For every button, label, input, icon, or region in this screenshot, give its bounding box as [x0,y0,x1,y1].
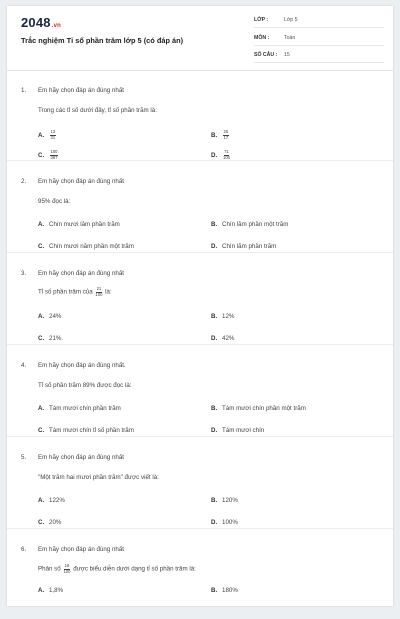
question-stem: Tỉ số phần trăm 89% được đọc là: [38,382,132,389]
option-letter: B. [211,313,218,320]
fraction-denominator: 100 [223,154,230,160]
option-letter: C. [38,519,45,526]
meta-subject-label: MÔN : [254,35,270,41]
fraction-denominator: 387 [50,154,58,160]
option-letter: A. [38,587,45,594]
option-a[interactable] [38,313,61,320]
meta-subject [254,35,384,41]
option-text: Tám mươi chín phần một trăm [222,405,306,412]
option-letter: A. [38,405,45,412]
fraction-denominator: 31 [50,134,56,140]
option-text: 122% [49,497,65,504]
question-2 [7,161,393,253]
option-letter: B. [211,497,218,504]
option-text: Tám mươi chín tỉ số phần trăm [49,427,134,434]
fraction-denominator: 100 [63,568,71,574]
option-d[interactable] [211,519,238,526]
option-b[interactable] [211,313,234,320]
question-stem: Trong các tỉ số dưới đây, tỉ số phần trăm là: [38,107,157,114]
option-d[interactable] [211,243,276,250]
option-c[interactable] [38,519,61,526]
option-b[interactable] [211,405,306,412]
option-letter: A. [38,221,45,228]
option-a[interactable] [38,405,121,412]
fraction [50,130,56,140]
question-instruction: Em hãy chọn đáp án đúng nhất. [38,362,126,369]
fraction [223,130,229,140]
option-text: Chín lăm phần một trăm [222,221,289,228]
option-c[interactable] [38,335,63,342]
stem-text: được biểu diễn dưới dạng tỉ số phần trăm là: [73,565,196,573]
option-a[interactable] [38,221,120,228]
question-instruction: Em hãy chọn đáp án đúng nhất [38,270,125,277]
option-a[interactable] [38,587,63,594]
worksheet-header [7,6,393,71]
question-stem [38,287,112,297]
option-text: Tám mươi chín [222,427,265,434]
option-c[interactable] [38,150,59,160]
option-text: 12% [222,313,235,320]
option-letter: B. [211,131,218,139]
option-text: Tám mươi chín phần trăm [49,405,121,412]
option-text: Chín mươi năm phần một trăm [49,243,134,250]
option-letter: A. [38,313,45,320]
option-letter: B. [211,587,218,594]
divider [254,45,384,46]
fraction-numerator: 18 [64,563,70,568]
meta-grade-label: LỚP : [254,17,269,23]
fraction-numerator: 13 [50,129,56,134]
stem-text: Tỉ số phần trăm của [38,288,93,296]
question-stem: "Một trăm hai mươi phần trăm" được viết là: [38,474,159,481]
option-letter: C. [38,151,45,159]
fraction [50,150,58,160]
option-d[interactable] [211,427,264,434]
option-text: 21%. [49,335,64,342]
meta-subject-value: Toán [284,35,296,41]
option-letter: D. [211,243,218,250]
fraction-numerator: 100 [50,149,58,154]
question-1 [7,70,393,161]
option-d[interactable] [211,150,231,160]
question-number: 2. [21,178,27,185]
question-4 [7,345,393,437]
logo-suffix: .vn [51,23,62,29]
meta-grade-value: Lớp 5 [284,17,298,23]
option-text: Chín lăm phần trăm [222,243,277,250]
meta-grade [254,17,384,23]
question-list [7,70,393,619]
question-instruction: Em hãy chọn đáp án đúng nhất [38,454,125,461]
fraction-numerator: 25 [223,129,229,134]
option-letter: A. [38,497,45,504]
option-letter: D. [211,335,218,342]
option-letter: C. [38,243,45,250]
stem-text: là: [105,288,112,296]
option-letter: B. [211,221,218,228]
question-3 [7,253,393,345]
option-letter: D. [211,519,218,526]
stem-text: Phân số [38,565,61,573]
question-number: 4. [21,362,27,369]
option-letter: B. [211,405,218,412]
question-stem [38,564,196,574]
option-c[interactable] [38,427,134,434]
fraction-numerator: 71 [224,149,229,154]
divider [254,62,384,63]
option-letter: D. [211,151,218,159]
divider [254,27,384,28]
option-letter: A. [38,131,45,139]
question-instruction: Em hãy chọn đáp án đúng nhất [38,178,125,185]
option-d[interactable] [211,335,234,342]
option-a[interactable] [38,497,65,504]
option-text: 100% [222,519,238,526]
option-b[interactable] [211,130,230,140]
fraction-denominator: 100 [95,291,103,297]
option-b[interactable] [211,587,238,594]
option-a[interactable] [38,130,57,140]
option-letter: D. [211,427,218,434]
option-text: 1,8% [49,587,64,594]
meta-count-value: 15 [284,52,290,58]
fraction [63,564,70,574]
question-instruction: Em hãy chọn đáp án đúng nhất [38,87,125,94]
question-number: 1. [21,87,27,94]
option-b[interactable] [211,221,288,228]
option-text: Chín mươi lăm phần trăm [49,221,120,228]
fraction [95,287,102,297]
option-letter: C. [38,427,45,434]
option-text: 20% [49,519,62,526]
question-5 [7,437,393,529]
worksheet [7,6,393,606]
question-instruction: Em hãy chọn đáp án đúng nhất [38,546,125,553]
option-b[interactable] [211,497,238,504]
option-letter: C. [38,335,45,342]
option-text: 180% [222,587,238,594]
meta-count [254,52,384,58]
meta-count-label: SỐ CÂU : [254,52,278,58]
fraction-numerator: 21 [96,286,102,291]
option-text: 42% [222,335,235,342]
question-number: 6. [21,546,27,553]
question-stem: 95% đọc là: [38,198,71,205]
fraction [223,150,230,160]
question-number: 5. [21,454,27,461]
option-text: 24% [49,313,62,320]
logo-text: 2048 [21,15,51,30]
page-title: Trắc nghiệm Tỉ số phần trăm lớp 5 (có đáp án) [21,36,184,45]
option-text: 120% [222,497,238,504]
site-logo[interactable] [21,15,61,30]
option-c[interactable] [38,243,134,250]
question-number: 3. [21,270,27,277]
fraction-denominator: 17 [223,134,229,140]
question-6 [7,529,393,619]
